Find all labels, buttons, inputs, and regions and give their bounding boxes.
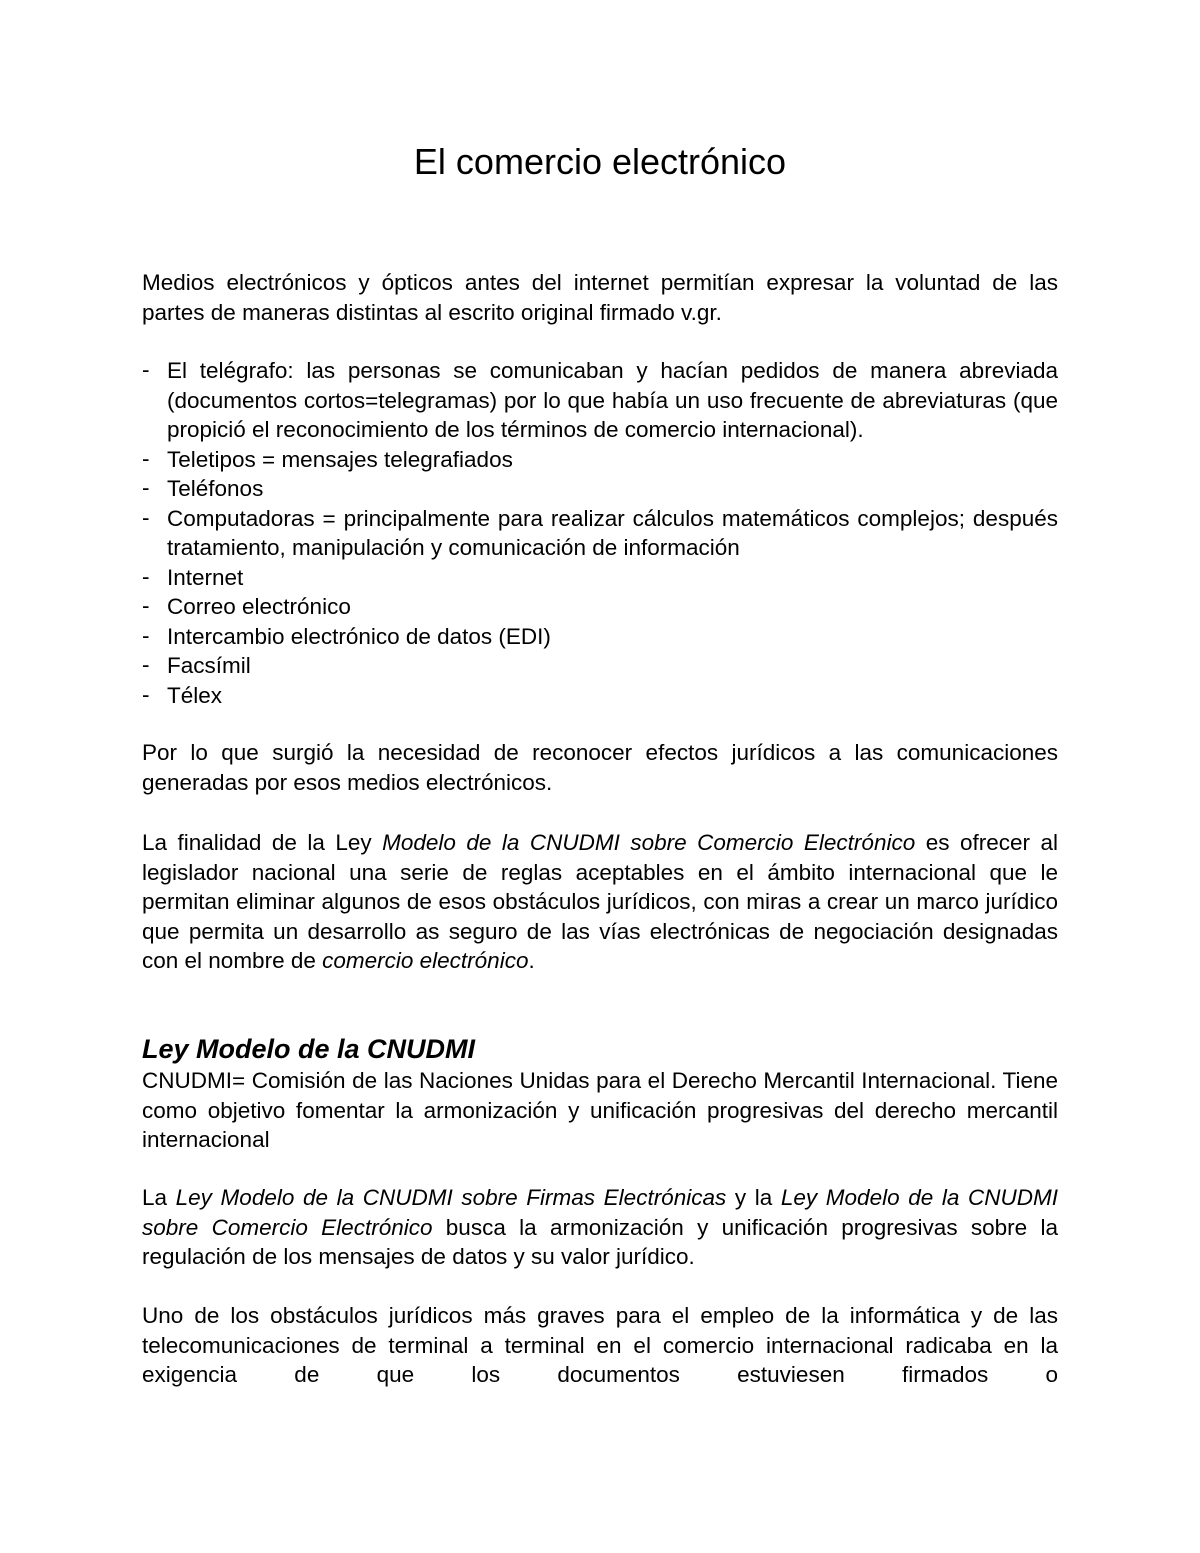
media-list [142, 356, 1058, 710]
conclusion-paragraph: Por lo que surgió la necesidad de reconocer efectos jurídicos a las comunicaciones generadas por esos medios electrónicos. [142, 740, 1058, 795]
finalidad-end: . [528, 948, 535, 973]
leyes-end: busca la armonización y unificación progresivas sobre la regulación de los mensajes de datos y su valor jurídico. [142, 1214, 1058, 1269]
list-item: - Teléfonos [142, 474, 1058, 504]
list-item: - El telégrafo: las personas se comunicaban y hacían pedidos de manera abreviada (documentos cortos=telegramas) por lo que había un uso frecuente de abreviaturas (que propició el reconocimiento de los términos de comercio internacional). [142, 356, 1058, 445]
finalidad-paragraph [142, 828, 1058, 976]
obstaculos-paragraph: Uno de los obstáculos jurídicos más graves para el empleo de la informática y de las telecomunicaciones de terminal a terminal en el comercio internacional radicaba en la exigencia de que los documentos estuviesen firmados o [142, 1303, 1058, 1387]
leyes-mid: y la [726, 1185, 781, 1210]
law-name-1: Ley Modelo de la CNUDMI sobre Firmas Electrónicas [175, 1185, 727, 1210]
section-heading: Ley Modelo de la CNUDMI [142, 1034, 476, 1064]
finalidad-pre: La finalidad de la Ley [142, 830, 383, 855]
list-item: - Internet [142, 563, 1058, 593]
term: comercio electrónico [322, 948, 529, 973]
leyes-paragraph [142, 1183, 1058, 1272]
leyes-pre: La [142, 1185, 176, 1210]
list-item: - Facsímil [142, 651, 1058, 681]
intro-paragraph: Medios electrónicos y ópticos antes del internet permitían expresar la voluntad de las partes de maneras distintas al escrito original firmado v.gr. [142, 270, 1058, 325]
cnudmi-definition: CNUDMI= Comisión de las Naciones Unidas para el Derecho Mercantil Internacional. Tiene como objetivo fomentar la armonización y unificación progresivas del derecho mercantil internacional [142, 1068, 1058, 1152]
list-item: - Correo electrónico [142, 592, 1058, 622]
page-title: El comercio electrónico [413, 141, 787, 182]
law-name-2: Ley Modelo de la CNUDMI sobre Comercio Electrónico [142, 1185, 1058, 1240]
list-item: - Télex [142, 681, 1058, 711]
list-item: - Teletipos = mensajes telegrafiados [142, 445, 1058, 475]
list-item: - Intercambio electrónico de datos (EDI) [142, 622, 1058, 652]
law-name: Modelo de la CNUDMI sobre Comercio Electrónico [382, 830, 916, 855]
list-item: - Computadoras = principalmente para realizar cálculos matemáticos complejos; después tratamiento, manipulación y comunicación de información [142, 504, 1058, 563]
finalidad-mid: es ofrecer al legislador nacional una serie de reglas aceptables en el ámbito internacional que le permitan eliminar algunos de esos obstáculos jurídicos, con miras a crear un marco jurídico que permita un desarrollo as seguro de las vías electrónicas de negociación designadas con el nombre de [142, 830, 1058, 973]
